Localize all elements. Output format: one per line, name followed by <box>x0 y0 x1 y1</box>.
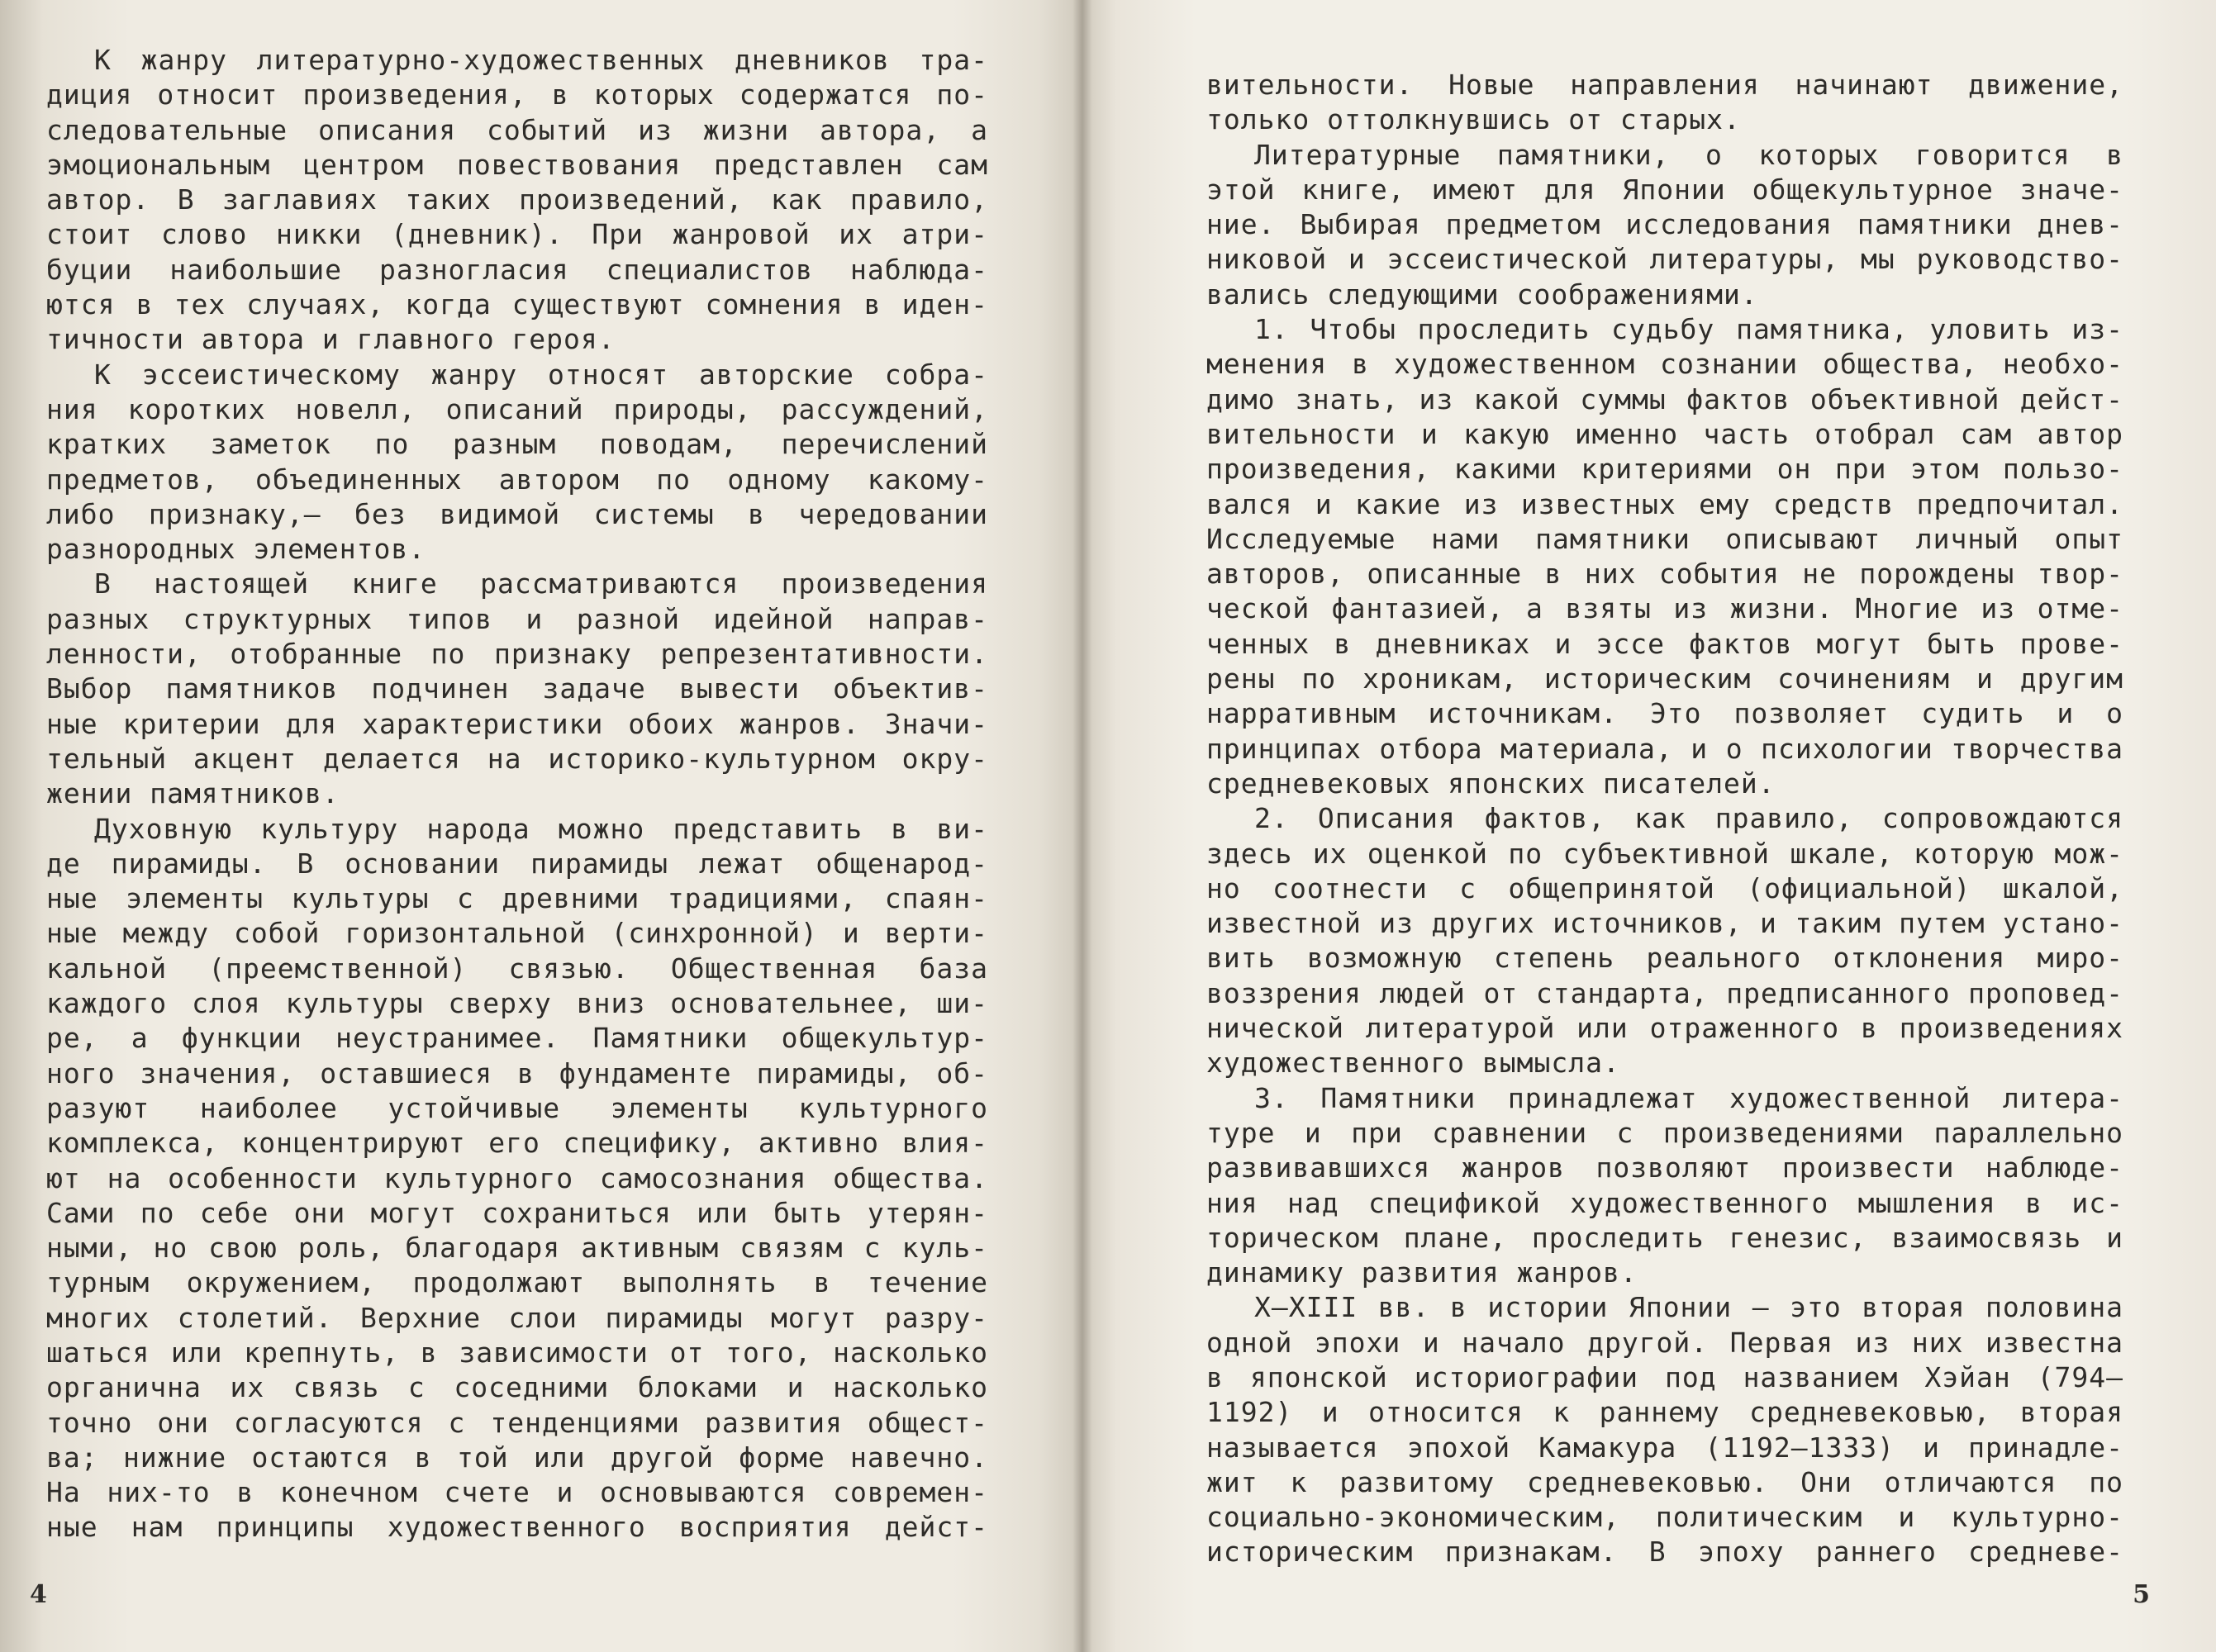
text-line: Литературные памятники, о которых говорится в <box>1254 138 2123 171</box>
text-line: одной эпохи и начало другой. Первая из них известна <box>1206 1326 2123 1359</box>
text-line: известной из других источников, и таким путем устано- <box>1206 907 2123 940</box>
text-line: ния над спецификой художественного мышления в ис- <box>1206 1186 2123 1219</box>
left-page <box>0 0 1082 1652</box>
right-page-text <box>1206 68 2123 1570</box>
text-line: автор. В заглавиях таких произведений, как правило, <box>46 183 988 216</box>
text-line: В настоящей книге рассматриваются произведения <box>94 567 988 601</box>
text-line: авторов, описанные в них события не порождены твор- <box>1206 558 2123 591</box>
text-line: буции наибольшие разногласия специалистов наблюда- <box>46 253 988 286</box>
text-line: ре, а функции неустранимее. Памятники общекультур- <box>46 1022 988 1055</box>
text-line: ния коротких новелл, описаний природы, рассуждений, <box>46 392 988 425</box>
text-line: динамику развития жанров. <box>1206 1256 1638 1289</box>
text-line: Выбор памятников подчинен задаче вывести объектив- <box>46 672 988 705</box>
text-line: диция относит произведения, в которых содержатся по- <box>46 78 988 112</box>
text-line: турным окружением, продолжают выполнять в течение <box>46 1266 988 1299</box>
text-line: в японской историографии под названием Хэйан (794— <box>1206 1360 2123 1393</box>
text-line: предметов, объединенных автором по одному какому- <box>46 463 988 496</box>
right-page <box>1082 0 2216 1652</box>
text-line: К эссеистическому жанру относят авторские собра- <box>94 358 988 391</box>
text-line: ние. Выбирая предметом исследования памятники днев- <box>1206 208 2123 241</box>
text-line: менения в художественном сознании общества, необхо- <box>1206 348 2123 381</box>
text-line: кальной (преемственной) связью. Общественная база <box>46 952 988 985</box>
text-line: называется эпохой Камакура (1192—1333) и принадле- <box>1206 1431 2123 1464</box>
text-line: Сами по себе они могут сохраниться или быть утерян- <box>46 1196 988 1229</box>
text-line: Исследуемые нами памятники описывают личный опыт <box>1206 522 2123 555</box>
text-line: разуют наиболее устойчивые элементы культурного <box>46 1091 988 1124</box>
text-line: Духовную культуру народа можно представить в ви- <box>94 812 988 845</box>
text-line: здесь их оценкой по субъективной шкале, которую мож- <box>1206 837 2123 870</box>
text-line: рены по хроникам, историческим сочинениям и другим <box>1206 662 2123 695</box>
text-line: тельный акцент делается на историко-культурном окру- <box>46 742 988 775</box>
text-line: нарративным источникам. Это позволяет судить и о <box>1206 697 2123 730</box>
text-line: 3. Памятники принадлежат художественной литера- <box>1254 1081 2123 1114</box>
left-page-text <box>46 43 988 1545</box>
text-line: На них-то в конечном счете и основываются современ- <box>46 1476 988 1509</box>
text-line: де пирамиды. В основании пирамиды лежат общенарод- <box>46 847 988 880</box>
text-line: никовой и эссеистической литературы, мы руководство- <box>1206 243 2123 276</box>
text-line: вался и какие из известных ему средств предпочитал. <box>1206 487 2123 520</box>
text-line: каждого слоя культуры сверху вниз основательнее, ши- <box>46 987 988 1020</box>
text-line: ные нам принципы художественного восприятия дейст- <box>46 1511 988 1544</box>
text-line: принципах отбора материала, и о психологии творчества <box>1206 732 2123 765</box>
text-line: стоит слово никки (дневник). При жанровой их атри- <box>46 218 988 251</box>
text-line: ченных в дневниках и эссе фактов могут быть прове- <box>1206 627 2123 660</box>
text-line: нической литературой или отраженного в произведениях <box>1206 1012 2123 1045</box>
text-line: только оттолкнувшись от старых. <box>1206 103 1741 136</box>
text-line: X—XIII вв. в истории Японии — это вторая половина <box>1254 1291 2123 1324</box>
page-number: 5 <box>2133 1580 2150 1609</box>
text-line: вительности. Новые направления начинают движение, <box>1206 69 2123 101</box>
text-line: шаться или крепнуть, в зависимости от того, насколько <box>46 1336 988 1369</box>
text-line: ва; нижние остаются в той или другой форме навечно. <box>46 1441 988 1474</box>
text-line: воззрения людей от стандарта, предписанного проповед- <box>1206 976 2123 1009</box>
text-line: произведения, какими критериями он при этом пользо- <box>1206 453 2123 486</box>
text-line: 1. Чтобы проследить судьбу памятника, уловить из- <box>1254 313 2123 346</box>
text-line: развивавшихся жанров позволяют произвести наблюде- <box>1206 1151 2123 1184</box>
text-line: туре и при сравнении с произведениями параллельно <box>1206 1116 2123 1149</box>
text-line: художественного вымысла. <box>1206 1047 1620 1080</box>
text-line: ные критерии для характеристики обоих жанров. Значи- <box>46 707 988 740</box>
text-line: средневековых японских писателей. <box>1206 767 1776 800</box>
text-line: жении памятников. <box>46 777 340 810</box>
text-line: тичности автора и главного героя. <box>46 323 616 356</box>
text-line: ные между собой горизонтальной (синхронной) и верти- <box>46 917 988 950</box>
text-line: точно они согласуются с тенденциями развития общест- <box>46 1406 988 1439</box>
text-line: ные элементы культуры с древними традициями, спаян- <box>46 882 988 915</box>
text-line: ческой фантазией, а взяты из жизни. Многие из отме- <box>1206 592 2123 625</box>
text-line: разных структурных типов и разной идейной направ- <box>46 602 988 635</box>
text-line: ного значения, оставшиеся в фундаменте пирамиды, об- <box>46 1056 988 1089</box>
text-line: вить возможную степень реального отклонения миро- <box>1206 942 2123 975</box>
text-line: ленности, отобранные по признаку репрезентативности. <box>46 638 988 671</box>
text-line: социально-экономическим, политическим и культурно- <box>1206 1501 2123 1534</box>
text-line: 2. Описания фактов, как правило, сопровождаются <box>1254 802 2123 835</box>
text-line: ются в тех случаях, когда существуют сомнения в иден- <box>46 288 988 321</box>
text-line: либо признаку,— без видимой системы в чередовании <box>46 497 988 530</box>
book-gutter <box>1072 0 1092 1652</box>
text-line: эмоциональным центром повествования представлен сам <box>46 148 988 181</box>
text-line: ют на особенности культурного самосознания общества. <box>46 1161 988 1194</box>
text-line: К жанру литературно-художественных дневников тра- <box>94 44 988 76</box>
text-line: историческим признакам. В эпоху раннего средневе- <box>1206 1536 2123 1569</box>
text-line: разнородных элементов. <box>46 533 426 566</box>
text-line: торическом плане, проследить генезис, взаимосвязь и <box>1206 1221 2123 1254</box>
text-line: но соотнести с общепринятой (официальной) шкалой, <box>1206 871 2123 904</box>
text-line: димо знать, из какой суммы фактов объективной дейст- <box>1206 382 2123 415</box>
text-line: жит к развитому средневековью. Они отличаются по <box>1206 1465 2123 1498</box>
text-line: органична их связь с соседними блоками и насколько <box>46 1371 988 1404</box>
text-line: 1192) и относится к раннему средневековью, вторая <box>1206 1396 2123 1429</box>
text-line: вительности и какую именно часть отобрал сам автор <box>1206 417 2123 450</box>
text-line: многих столетий. Верхние слои пирамиды могут разру- <box>46 1301 988 1334</box>
text-line: кратких заметок по разным поводам, перечислений <box>46 428 988 461</box>
text-line: вались следующими соображениями. <box>1206 278 1758 311</box>
page-number: 4 <box>30 1580 47 1609</box>
text-line: этой книге, имеют для Японии общекультурное значе- <box>1206 173 2123 206</box>
text-line: ными, но свою роль, благодаря активным связям с куль- <box>46 1232 988 1265</box>
text-line: следовательные описания событий из жизни автора, а <box>46 113 988 146</box>
text-line: комплекса, концентрируют его специфику, активно влия- <box>46 1127 988 1160</box>
